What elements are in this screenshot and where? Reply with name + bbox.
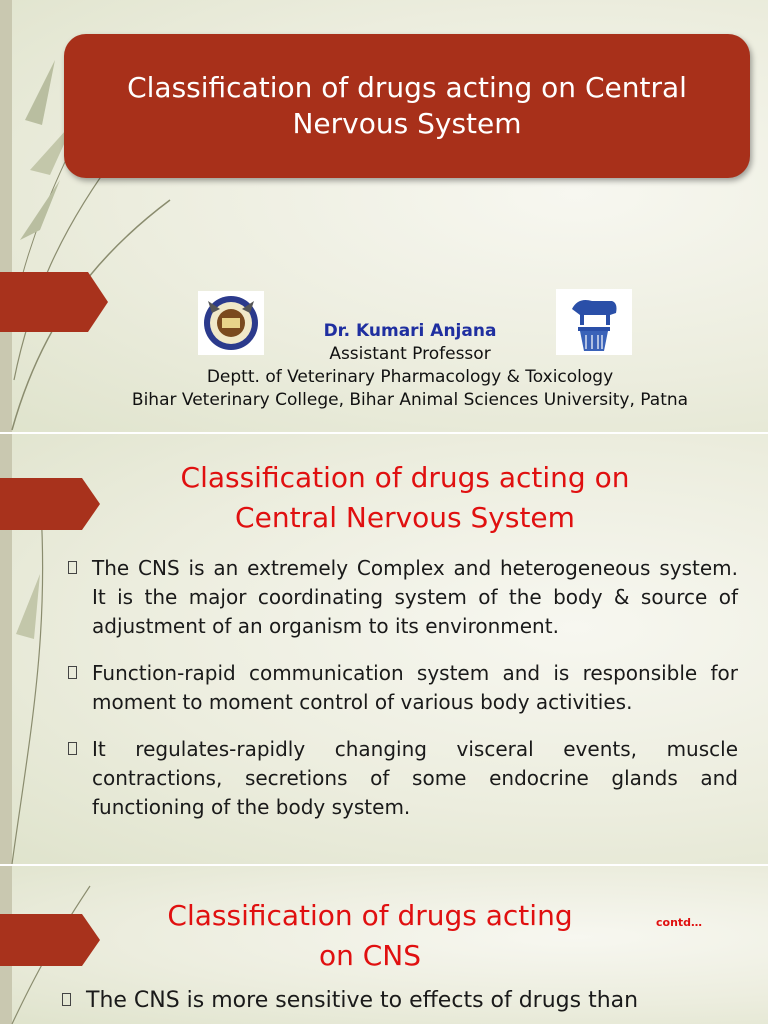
list-item: [68, 554, 738, 641]
bullet-text: It regulates-rapidly changing visceral events, muscle contractions, secretions of some endocrine glands and functioning of the body system.: [92, 737, 738, 819]
section-heading: [110, 896, 630, 976]
bullet-square-icon: [68, 742, 77, 755]
arrow-tab: [0, 478, 100, 530]
content-slide-continued: [0, 866, 768, 1024]
list-item: [68, 735, 738, 822]
bullet-list: [68, 554, 738, 840]
title-slide: [0, 0, 768, 432]
heading-line-2: on CNS: [318, 939, 422, 972]
author-block: [100, 320, 720, 412]
heading-line-1: Classification of drugs acting on: [180, 461, 630, 494]
arrow-tab: [0, 914, 100, 966]
heading-line-2: Central Nervous System: [235, 501, 575, 534]
bullet-text: The CNS is an extremely Complex and heterogeneous system. It is the major coordinating system of the body & source of adjustment of an organism to its environment.: [92, 556, 738, 638]
heading-line-1: Classification of drugs acting: [167, 899, 573, 932]
bullet-text: Function-rapid communication system and is responsible for moment to moment control of various body activities.: [92, 661, 738, 714]
left-bar: [0, 0, 12, 432]
contd-label: contd…: [656, 916, 703, 929]
arrow-tab: [0, 272, 108, 332]
content-slide: [0, 434, 768, 864]
list-item: [62, 986, 742, 1015]
bullet-square-icon: [68, 561, 77, 574]
title-box: [64, 34, 750, 178]
bullet-list: [62, 986, 742, 1024]
author-department: Deptt. of Veterinary Pharmacology & Toxicology: [206, 367, 614, 387]
bullet-square-icon: [68, 666, 77, 679]
author-position: Assistant Professor: [329, 344, 491, 364]
author-institution: Bihar Veterinary College, Bihar Animal Sciences University, Patna: [131, 390, 689, 410]
section-heading: [100, 458, 710, 538]
page-title: Classification of drugs acting on Central Nervous System: [127, 71, 687, 140]
bullet-square-icon: [62, 993, 71, 1006]
author-name: Dr. Kumari Anjana: [323, 321, 497, 341]
list-item: [68, 659, 738, 717]
bullet-text: The CNS is more sensitive to effects of drugs than: [86, 988, 639, 1013]
